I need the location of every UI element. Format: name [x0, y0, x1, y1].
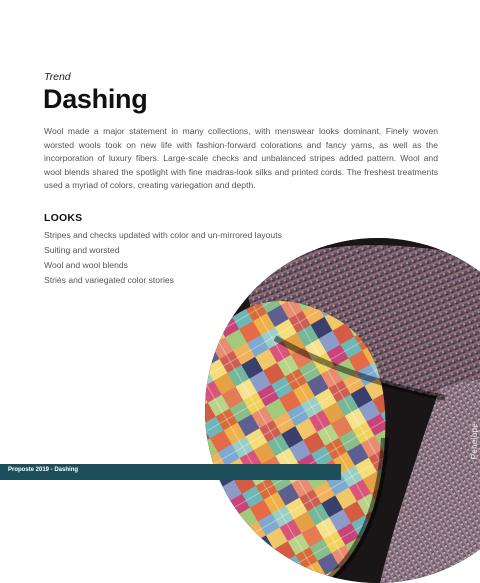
footer-bar: [0, 464, 341, 480]
looks-list: [44, 228, 282, 288]
fabric-swatch-illustration: [205, 238, 480, 583]
intro-paragraph: Wool made a major statement in many collections, with menswear looks dominant. Finely woven worsted wools took on new life with fashion-forward colorations and fancy yarns, as well as the incorporation of luxury fibers. Large-scale checks and unbalanced stripes added pattern. Wool and wool blends shared the spotlight with fine madras-look silks and printed cords. The freshest treatments used a myriad of colors, creating variegation and depth.: [44, 126, 438, 191]
looks-item: Wool and wool blends: [44, 260, 128, 270]
looks-heading: LOOKS: [44, 212, 83, 224]
page-title: Dashing: [43, 84, 148, 114]
footer-text: Proposte 2019 - Dashing: [8, 467, 79, 473]
looks-item: Stripes and checks updated with color and un-mirrored layouts: [44, 230, 282, 240]
photo-credit: Penelope: [470, 423, 479, 460]
trend-eyebrow: Trend: [44, 71, 71, 83]
fabric-swatch-photo: [205, 238, 480, 583]
looks-item: Suiting and worsted: [44, 245, 120, 255]
looks-item: Striés and variegated color stories: [44, 275, 174, 285]
